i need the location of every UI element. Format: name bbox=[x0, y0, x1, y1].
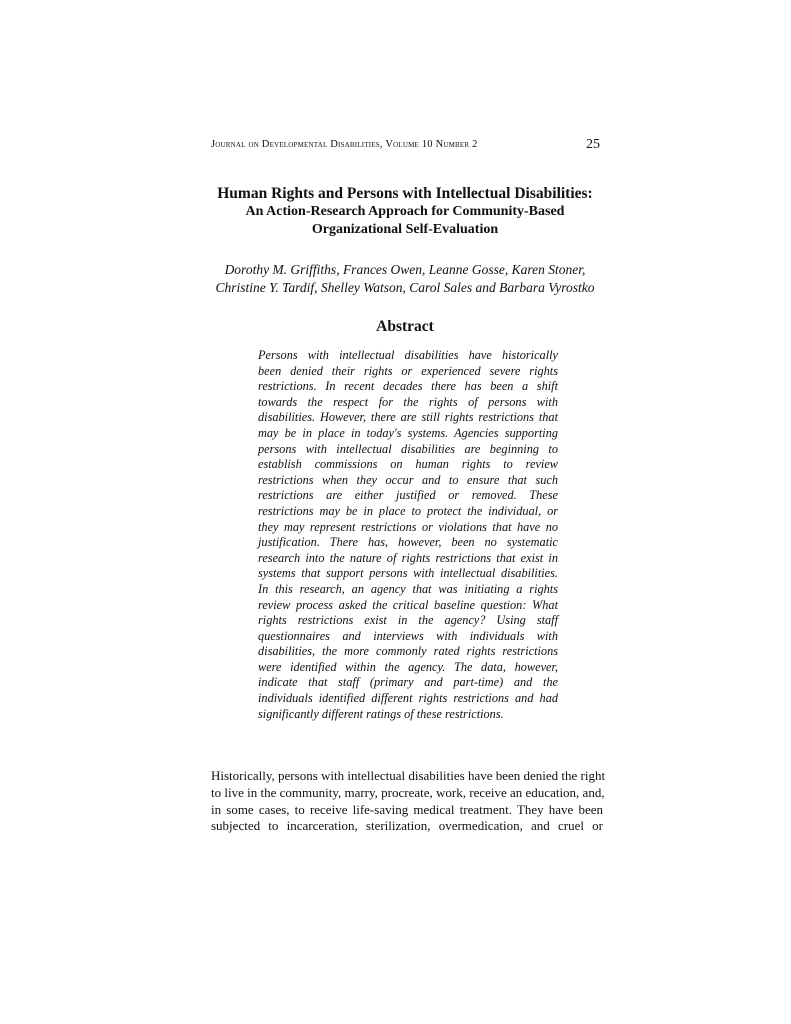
abstract-line: been denied their rights or experienced severe rights bbox=[258, 363, 558, 378]
abstract-line: persons with intellectual disabilities are beginning to bbox=[258, 441, 558, 456]
article-title bbox=[205, 184, 605, 239]
body-line: in some cases, to receive life-saving medical treatment. They have been bbox=[211, 801, 603, 817]
abstract-line: restrictions when they occur and to ensure that such bbox=[258, 472, 558, 487]
body-paragraph bbox=[211, 768, 606, 835]
abstract-line: rights restrictions exist in the agency? Using staff bbox=[258, 613, 558, 628]
running-head: Journal on Developmental Disabilities, Volume 10 Number 2 bbox=[211, 139, 478, 150]
abstract-line: justification. There has, however, been no systematic bbox=[258, 535, 558, 550]
title-line-3: Organizational Self-Evaluation bbox=[311, 222, 499, 237]
abstract-line: individuals identified different rights restrictions and had bbox=[258, 691, 558, 706]
author-line-1: Dorothy M. Griffiths, Frances Owen, Leanne Gosse, Karen Stoner, bbox=[224, 262, 586, 277]
abstract-heading: Abstract bbox=[376, 318, 434, 335]
abstract-line: restrictions. In recent decades there has been a shift bbox=[258, 379, 558, 394]
author-line-2: Christine Y. Tardif, Shelley Watson, Carol Sales and Barbara Vyrostko bbox=[215, 280, 595, 295]
abstract-line: Persons with intellectual disabilities have historically bbox=[258, 348, 558, 362]
abstract-line: research into the nature of rights restrictions that exist in bbox=[258, 550, 558, 565]
title-line-1: Human Rights and Persons with Intellectual Disabilities: bbox=[217, 185, 593, 202]
abstract-line: indicate that staff (primary and part-time) and the bbox=[258, 675, 558, 690]
page-number: 25 bbox=[586, 137, 600, 152]
abstract-line: significantly different ratings of these restrictions. bbox=[258, 706, 504, 721]
abstract-line: systems that support persons with intellectual disabilities. bbox=[258, 566, 558, 581]
abstract-line: towards the respect for the rights of persons with bbox=[258, 394, 558, 409]
abstract-line: may be in place in today's systems. Agencies supporting bbox=[258, 425, 558, 440]
abstract-line: In this research, an agency that was initiating a rights bbox=[258, 581, 558, 596]
abstract-line: questionnaires and interviews with individuals with bbox=[258, 628, 558, 643]
abstract-line: restrictions are either justified or removed. These bbox=[258, 488, 558, 503]
body-line: Historically, persons with intellectual disabilities have been denied the right bbox=[211, 768, 606, 783]
abstract-line: establish commissions on human rights to review bbox=[258, 457, 558, 472]
title-line-2: An Action-Research Approach for Community-Based bbox=[245, 204, 565, 219]
body-line: subjected to incarceration, sterilization, overmedication, and cruel or bbox=[211, 818, 603, 834]
author-list bbox=[205, 261, 605, 297]
abstract-line: disabilities. However, there are still rights restrictions that bbox=[258, 410, 558, 425]
body-line: to live in the community, marry, procreate, work, receive an education, and, bbox=[211, 784, 605, 800]
abstract-line: disabilities, the more commonly rated rights restrictions bbox=[258, 644, 558, 659]
abstract-text bbox=[258, 348, 558, 722]
abstract-line: restrictions may be in place to protect the individual, or bbox=[258, 503, 558, 518]
abstract-line: they may represent restrictions or violations that have no bbox=[258, 519, 558, 534]
abstract-line: were identified within the agency. The data, however, bbox=[258, 659, 558, 674]
abstract-line: review process asked the critical baseline question: What bbox=[258, 597, 558, 612]
